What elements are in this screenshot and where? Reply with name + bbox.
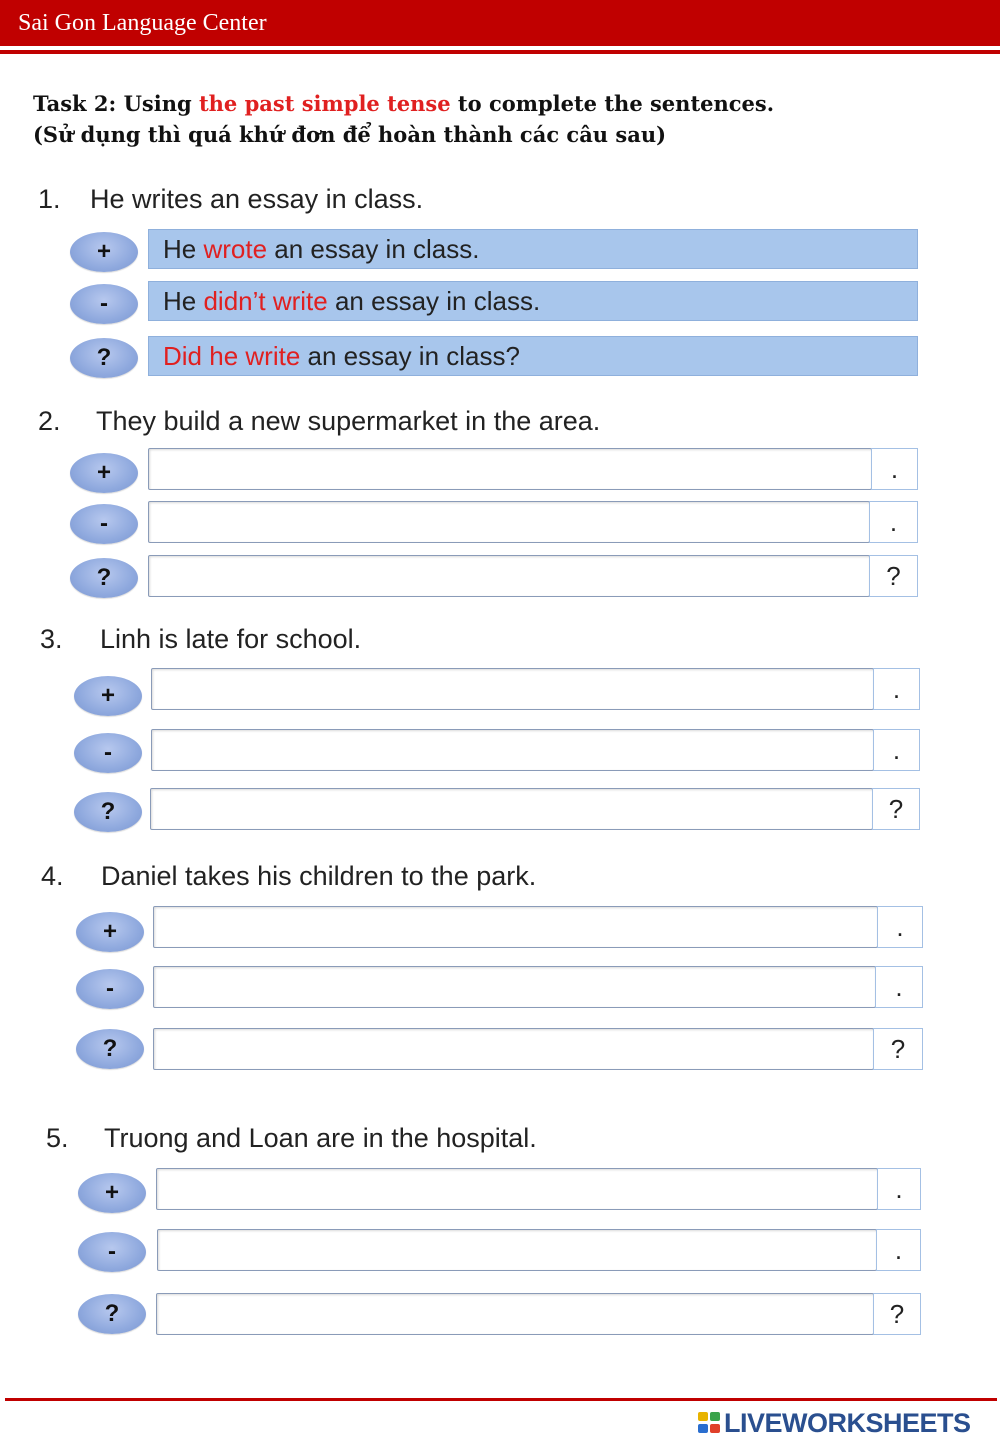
question-pill: ?: [76, 1029, 144, 1069]
question-pill: ?: [78, 1294, 146, 1334]
footer-divider: [5, 1398, 997, 1401]
q2-positive-input[interactable]: [148, 448, 872, 490]
period-mark: .: [877, 1168, 921, 1210]
answer-verb: didn’t write: [203, 286, 328, 316]
period-mark: .: [876, 1229, 921, 1271]
question-4-title: [41, 861, 536, 892]
question-2-title: [38, 406, 600, 437]
period-mark: .: [877, 906, 923, 948]
negative-pill: -: [70, 504, 138, 544]
question-mark: ?: [869, 555, 918, 597]
negative-pill: -: [70, 284, 138, 324]
question-sentence: Linh is late for school.: [100, 624, 362, 654]
q4-negative-input[interactable]: [153, 966, 876, 1008]
answer-text: an essay in class.: [267, 234, 480, 264]
question-sentence: He writes an essay in class.: [90, 184, 424, 214]
answer-text: He: [163, 234, 204, 264]
task-line-1: [33, 88, 774, 119]
q2-negative-input[interactable]: [148, 501, 870, 543]
q4-positive-input[interactable]: [153, 906, 878, 948]
question-number: 5.: [46, 1123, 69, 1153]
question-sentence: Truong and Loan are in the hospital.: [104, 1123, 537, 1153]
period-mark: .: [873, 668, 920, 710]
question-mark: ?: [873, 1028, 923, 1070]
task-highlight: the past simple tense: [198, 91, 451, 116]
positive-pill: +: [70, 232, 138, 272]
period-mark: .: [871, 448, 918, 490]
question-number: 4.: [41, 861, 64, 891]
task-instructions: [33, 88, 774, 150]
negative-pill: -: [78, 1232, 146, 1272]
question-sentence: They build a new supermarket in the area.: [96, 406, 601, 436]
period-mark: .: [869, 501, 918, 543]
task-prefix: Task 2: Using: [33, 91, 199, 116]
task-suffix: to complete the sentences.: [450, 91, 775, 116]
question-number: 2.: [38, 406, 61, 436]
negative-pill: -: [74, 733, 142, 773]
answer-verb: Did he write: [163, 341, 301, 371]
liveworksheets-icon: [698, 1412, 722, 1434]
q4-question-input[interactable]: [153, 1028, 874, 1070]
positive-pill: +: [74, 676, 142, 716]
q3-positive-input[interactable]: [151, 668, 874, 710]
task-line-2: (Sử dụng thì quá khứ đơn để hoàn thành các câu sau): [33, 122, 667, 147]
q2-question-input[interactable]: [148, 555, 870, 597]
answer-text: He: [163, 286, 204, 316]
answer-text: an essay in class.: [327, 286, 541, 316]
example-positive-answer: [148, 229, 918, 269]
question-3-title: [40, 624, 361, 655]
header-divider: [0, 50, 1000, 54]
question-number: 1.: [38, 184, 61, 214]
negative-pill: -: [76, 969, 144, 1009]
question-1-title: [38, 184, 423, 215]
question-5-title: [46, 1123, 537, 1154]
period-mark: .: [875, 966, 923, 1008]
example-negative-answer: [148, 281, 918, 321]
liveworksheets-logo[interactable]: [698, 1408, 971, 1439]
q3-negative-input[interactable]: [151, 729, 874, 771]
positive-pill: +: [76, 912, 144, 952]
q5-negative-input[interactable]: [157, 1229, 877, 1271]
q5-positive-input[interactable]: [156, 1168, 878, 1210]
question-mark: ?: [872, 788, 920, 830]
question-pill: ?: [70, 338, 138, 378]
example-question-answer: [148, 336, 918, 376]
positive-pill: +: [70, 453, 138, 493]
question-pill: ?: [74, 792, 142, 832]
answer-text: an essay in class?: [300, 341, 520, 371]
q3-question-input[interactable]: [150, 788, 873, 830]
logo-text: LIVEWORKSHEETS: [724, 1408, 971, 1438]
answer-verb: wrote: [203, 234, 268, 264]
question-number: 3.: [40, 624, 63, 654]
period-mark: .: [873, 729, 920, 771]
question-sentence: Daniel takes his children to the park.: [101, 861, 537, 891]
q5-question-input[interactable]: [156, 1293, 874, 1335]
question-pill: ?: [70, 558, 138, 598]
positive-pill: +: [78, 1173, 146, 1213]
question-mark: ?: [873, 1293, 921, 1335]
header-title: Sai Gon Language Center: [18, 10, 267, 36]
header-bar: [0, 0, 1000, 46]
